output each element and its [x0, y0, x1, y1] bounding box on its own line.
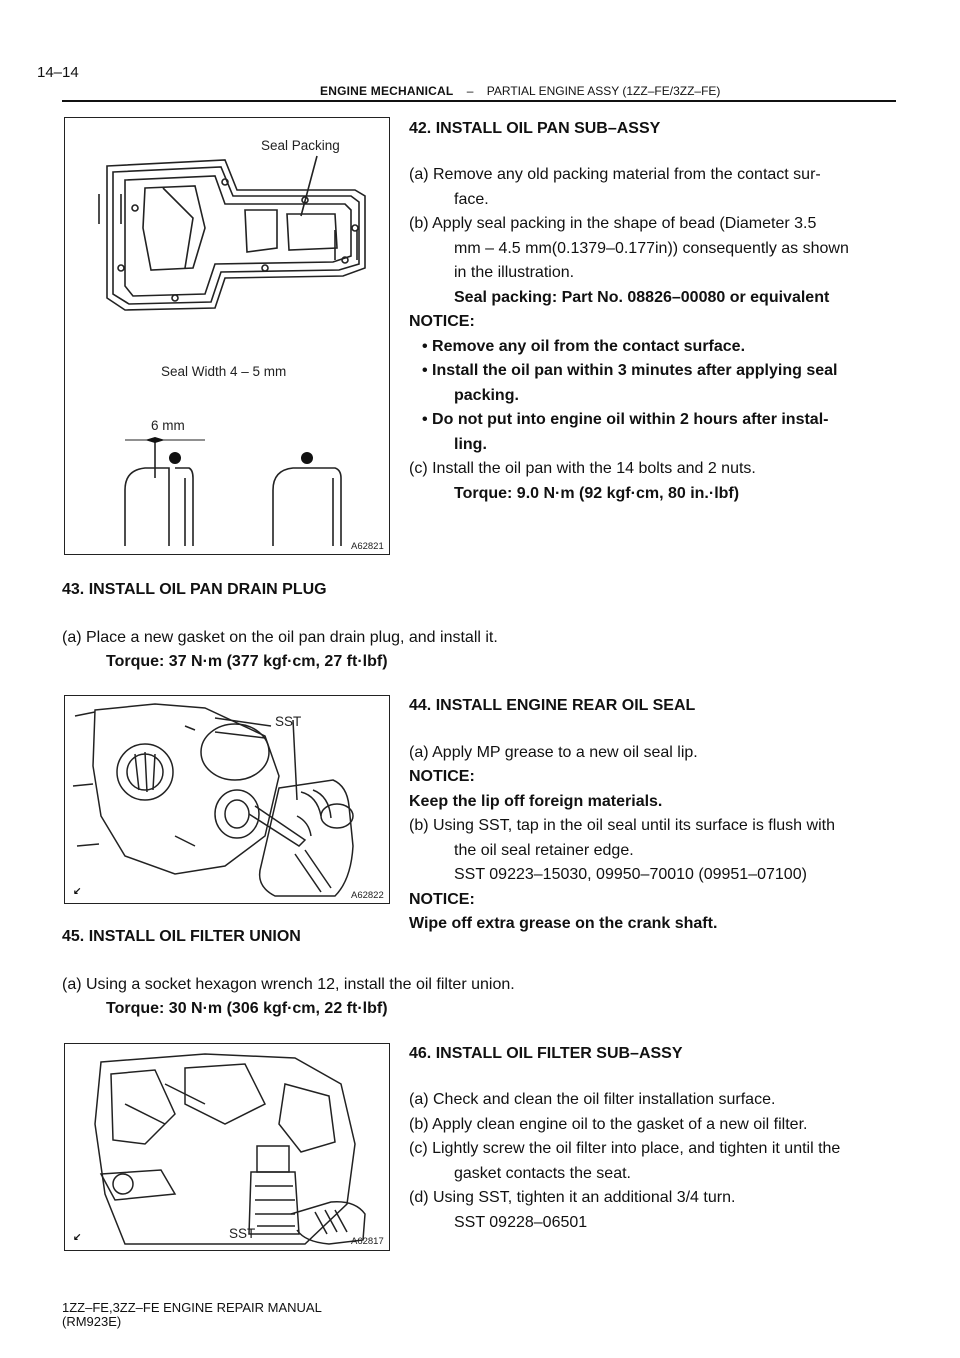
page-header-title — [320, 84, 720, 98]
step-45-title: 45. INSTALL OIL FILTER UNION — [62, 928, 301, 945]
figure-id: A62821 — [351, 541, 384, 552]
step-46-d-line1: (d) Using SST, tighten it an additional 3/4 turn. — [409, 1189, 736, 1206]
step-46-a-line1: (a) Check and clean the oil filter installation surface. — [409, 1091, 776, 1108]
label-sst: SST — [229, 1226, 256, 1241]
step-44-a-line1: (a) Apply MP grease to a new oil seal lip. — [409, 744, 698, 761]
step-44-notice-1: NOTICE: — [409, 768, 475, 785]
label-6mm: 6 mm — [151, 418, 185, 433]
camera-icon: ↙ — [73, 1232, 82, 1243]
step-44-b-line1: (b) Using SST, tap in the oil seal until its surface is flush with — [409, 817, 835, 834]
step-46-c-line2: gasket contacts the seat. — [454, 1165, 631, 1182]
oil-filter-figure — [64, 1043, 390, 1251]
step-43-a-line1: (a) Place a new gasket on the oil pan drain plug, and install it. — [62, 629, 498, 646]
step-42-c-line1: (c) Install the oil pan with the 14 bolts and 2 nuts. — [409, 460, 756, 477]
step-42-notice-3a: • Do not put into engine oil within 2 hours after instal- — [422, 411, 829, 428]
header-dash: – — [466, 84, 474, 98]
section-title: ENGINE MECHANICAL — [320, 84, 454, 98]
step-43-torque: Torque: 37 N·m (377 kgf·cm, 27 ft·lbf) — [106, 653, 388, 670]
figure-id: A62817 — [351, 1236, 384, 1247]
label-sst: SST — [275, 714, 302, 729]
step-46-b-line1: (b) Apply clean engine oil to the gasket of a new oil filter. — [409, 1116, 808, 1133]
step-42-notice-2b: packing. — [454, 387, 519, 404]
oil-pan-figure — [64, 117, 390, 555]
step-44-sst: SST 09223–15030, 09950–70010 (09951–07100) — [454, 866, 807, 883]
footer-manual-code: (RM923E) — [62, 1314, 122, 1329]
footer — [62, 1301, 322, 1329]
step-45-a-line1: (a) Using a socket hexagon wrench 12, install the oil filter union. — [62, 976, 515, 993]
subsection-title: PARTIAL ENGINE ASSY (1ZZ–FE/3ZZ–FE) — [486, 84, 721, 98]
step-45-torque: Torque: 30 N·m (306 kgf·cm, 22 ft·lbf) — [106, 1000, 388, 1017]
step-44-b-line2: the oil seal retainer edge. — [454, 842, 634, 859]
rear-oil-seal-figure — [64, 695, 390, 904]
step-42-a-line1: (a) Remove any old packing material from the contact sur- — [409, 166, 821, 183]
step-42-torque: Torque: 9.0 N·m (92 kgf·cm, 80 in.·lbf) — [454, 485, 740, 502]
figure-id: A62822 — [351, 890, 384, 901]
step-42-notice-1: • Remove any oil from the contact surface. — [422, 338, 746, 355]
step-42-a-line2: face. — [454, 191, 489, 208]
step-42-notice-3b: ling. — [454, 436, 487, 453]
step-46-title: 46. INSTALL OIL FILTER SUB–ASSY — [409, 1045, 683, 1062]
step-42-b-line3: in the illustration. — [454, 264, 575, 281]
step-42-notice: NOTICE: — [409, 313, 475, 330]
rear-oil-seal-illustration — [65, 696, 389, 903]
step-42-b-line2: mm – 4.5 mm(0.1379–0.177in)) consequently as shown — [454, 240, 849, 257]
label-seal-width: Seal Width 4 – 5 mm — [161, 364, 287, 379]
header-rule — [62, 100, 896, 102]
oil-filter-illustration — [65, 1044, 389, 1250]
step-44-notice-2: NOTICE: — [409, 891, 475, 908]
page-number: 14–14 — [37, 64, 79, 81]
oil-pan-illustration — [65, 118, 389, 554]
step-42-b-line1: (b) Apply seal packing in the shape of bead (Diameter 3.5 — [409, 215, 817, 232]
step-46-c-line1: (c) Lightly screw the oil filter into place, and tighten it until the — [409, 1140, 841, 1157]
step-46-sst: SST 09228–06501 — [454, 1214, 588, 1231]
step-42-b-part: Seal packing: Part No. 08826–00080 or equivalent — [454, 289, 830, 306]
step-44-notice-1-text: Keep the lip off foreign materials. — [409, 793, 663, 810]
step-42-title: 42. INSTALL OIL PAN SUB–ASSY — [409, 120, 661, 137]
label-seal-packing: Seal Packing — [261, 138, 340, 153]
camera-icon: ↙ — [73, 886, 82, 897]
step-44-notice-2-text: Wipe off extra grease on the crank shaft. — [409, 915, 718, 932]
step-43-title: 43. INSTALL OIL PAN DRAIN PLUG — [62, 581, 327, 598]
step-44-title: 44. INSTALL ENGINE REAR OIL SEAL — [409, 697, 696, 714]
step-42-notice-2a: • Install the oil pan within 3 minutes after applying seal — [422, 362, 838, 379]
footer-manual-title: 1ZZ–FE,3ZZ–FE ENGINE REPAIR MANUAL — [62, 1300, 322, 1315]
